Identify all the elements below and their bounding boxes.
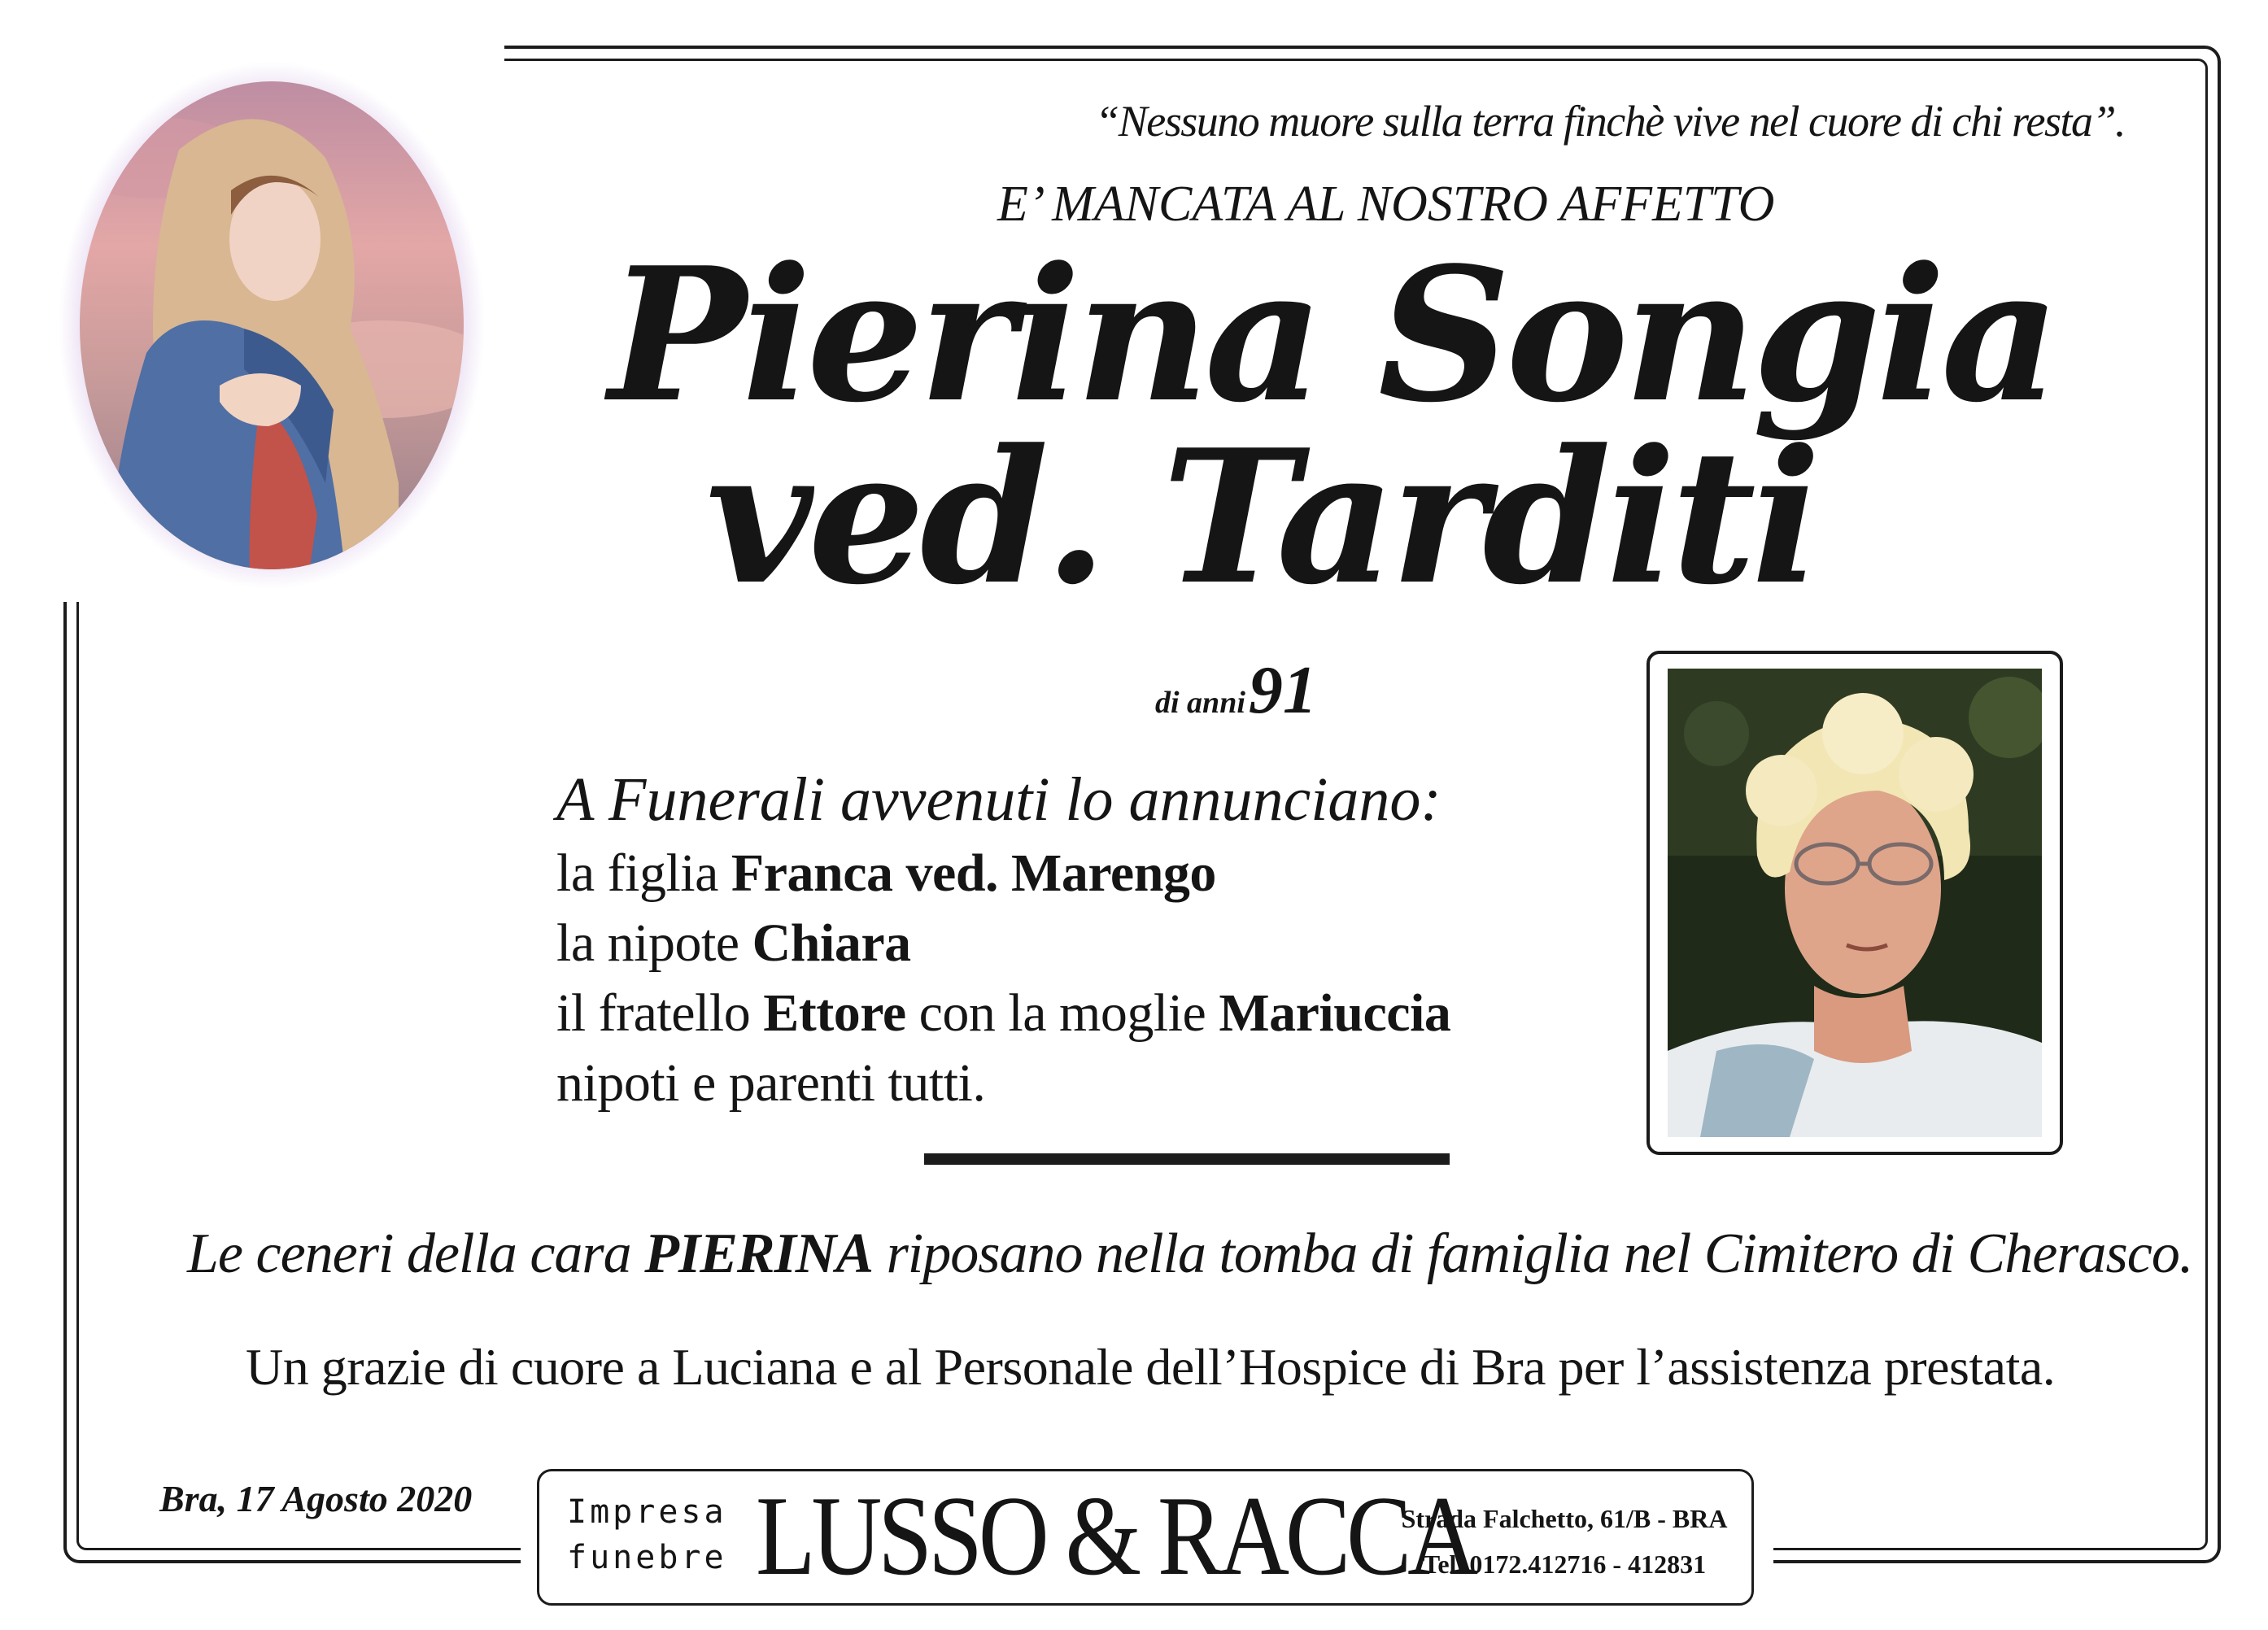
funeral-home-contact: [1394, 1496, 1735, 1587]
announce-title: A Funerali avvenuti lo annunciano:: [556, 765, 1441, 834]
announce-name: Ettore: [763, 983, 906, 1043]
address-text: Strada Falchetto, 61/B - BRA: [1401, 1504, 1728, 1533]
impresa-line: funebre: [567, 1539, 727, 1576]
place-date: Bra, 17 Agosto 2020: [159, 1478, 473, 1519]
ashes-note: [187, 1222, 2192, 1287]
deceased-photo-frame: [1646, 651, 2063, 1155]
phone-text: Tel. 0172.412716 - 412831: [1422, 1549, 1707, 1579]
announce-line: [556, 1053, 985, 1114]
funeral-home-brand: LUSSO & RACCA: [756, 1473, 1474, 1599]
epigraph-quote: “Nessuno muore sulla terra finchè vive nel cuore di chi resta”.: [1095, 97, 2125, 146]
announce-line: [556, 983, 1450, 1044]
age-value: 91: [1248, 652, 1317, 728]
announce-line: [556, 913, 911, 974]
ashes-text: riposano nella tomba di famiglia nel Cimitero di Cherasco.: [873, 1222, 2193, 1285]
deceased-photo: [1668, 669, 2042, 1137]
divider-bar: [924, 1153, 1450, 1165]
announce-name: Mariuccia: [1219, 983, 1451, 1043]
announce-line: [556, 843, 1216, 904]
madonna-image: [57, 60, 486, 591]
impresa-line: Impresa: [567, 1493, 727, 1531]
announce-name: Chiara: [752, 913, 911, 973]
announce-text: la nipote: [556, 913, 752, 973]
thanks-note: Un grazie di cuore a Luciana e al Personale dell’Hospice di Bra per l’assistenza prestata.: [246, 1338, 2056, 1396]
announce-text: il fratello: [556, 983, 764, 1043]
announce-text: nipoti e parenti tutti.: [556, 1053, 986, 1113]
announce-text: la figlia: [556, 843, 731, 903]
impresa-label: [567, 1489, 727, 1580]
deceased-surname-married: ved. Tarditi: [706, 410, 1817, 625]
funeral-home-box: [537, 1469, 1754, 1606]
ashes-text: Le ceneri della cara: [187, 1222, 645, 1285]
intro-line: E’ MANCATA AL NOSTRO AFFETTO: [997, 177, 1775, 232]
announce-text: con la moglie: [905, 983, 1219, 1043]
age-prefix: di anni: [1155, 686, 1245, 720]
deceased-name: Pierina Songia: [608, 228, 2056, 443]
announce-name: Franca ved. Marengo: [731, 843, 1216, 903]
age-line: [1155, 651, 1317, 730]
ashes-name: PIERINA: [644, 1222, 874, 1285]
